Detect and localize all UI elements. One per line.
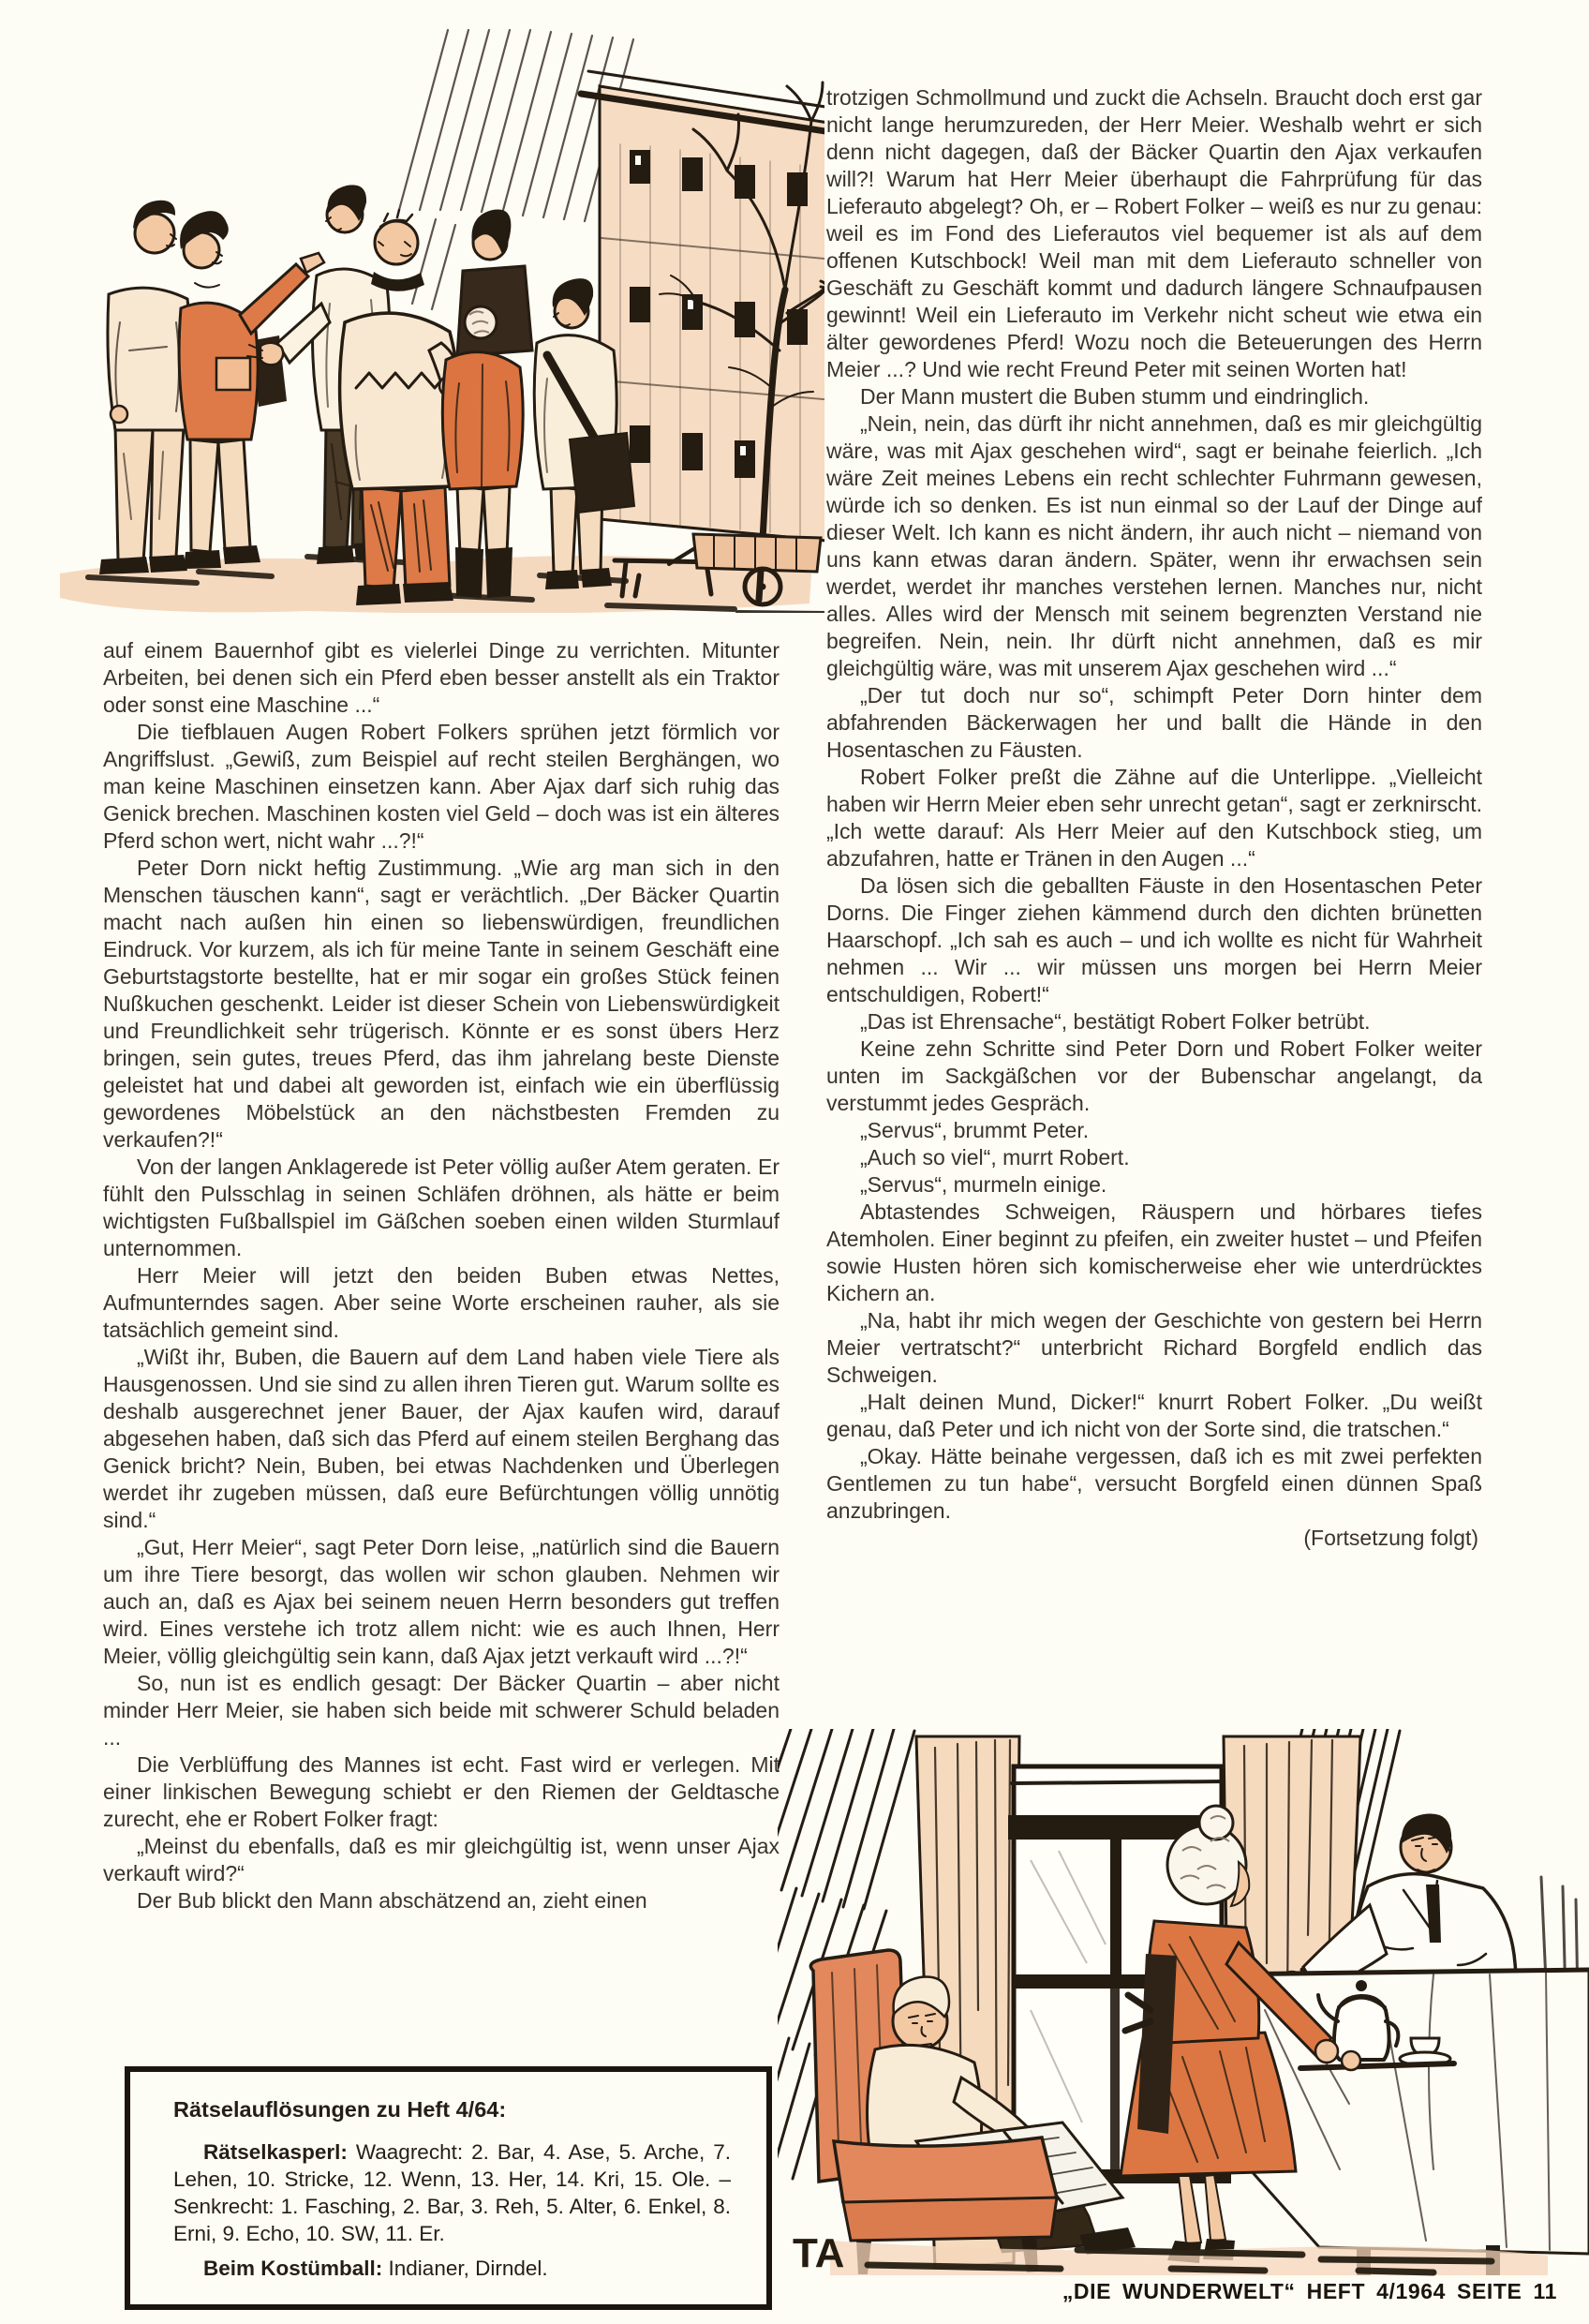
- paragraph: Herr Meier will jetzt den beiden Buben etwas Nettes, Aufmunterndes sagen. Aber seine Worte erscheinen rauher, als sie tatsächlich gemeint sind.: [103, 1263, 780, 1342]
- puzzle-box-title: Rätselauflösungen zu Heft 4/64:: [173, 2097, 507, 2122]
- paragraph: Robert Folker preßt die Zähne auf die Unterlippe. „Vielleicht haben wir Herrn Meier eben sehr unrecht getan“, sagt er zerknirscht. „Ich wette darauf: Als Herr Meier auf den Kutschbock stieg, um abzufahren, hatte er Tränen in den Augen ...“: [826, 765, 1482, 871]
- paragraph: trotzigen Schmollmund und zuckt die Achseln. Braucht doch erst gar nicht lange herumzureden, der Herr Meier. Weshalb wehrt er sich denn nicht dagegen, daß der Bäcker Quartin den Ajax verkaufen will?! Warum hat Herr Meier überhaupt die Fahrprüfung für das Lieferauto abgelegt? Oh, er – Robert Folker – weiß es nur zu genau: weil es im Fond des Lieferautos viel bequemer ist als auf dem offenen Kutschbock! Weil man mit dem Lieferauto schneller von Geschäft zu Geschäft kommt und dadurch längere Schnaufpausen gewinnt! Weil ein Lieferauto im Verkehr nicht scheut wie etwa ein älter gewordenes Pferd! Wozu noch die Beteuerungen des Herrn Meier ...? Und wie recht Freund Peter mit seinen Worten hat!: [826, 85, 1482, 381]
- paragraph: „Halt deinen Mund, Dicker!“ knurrt Robert Folker. „Du weißt genau, daß Peter und ich nicht von der Sorte sind, die tratschen.“: [826, 1390, 1482, 1441]
- paragraph: „Auch so viel“, murrt Robert.: [860, 1145, 1130, 1169]
- puzzle-entry-label: Beim Kostümball:: [203, 2257, 389, 2280]
- puzzle-entry-label: Rätselkasperl:: [203, 2140, 356, 2164]
- text-column-right: [826, 84, 1482, 1732]
- paragraph: „Gut, Herr Meier“, sagt Peter Dorn leise, „natürlich sind die Bauern um ihre Tiere besorgt, das wollen wir schon glauben. Nehmen wir auch an, daß es Ajax bei seinem neuen Herrn besonders gut treffen wird. Eines verstehe ich trotz allem nicht: wie es auch Ihnen, Herr Meier, völlig gleichgültig sein kann, daß Ajax jetzt verkauft wird ...?!“: [103, 1535, 780, 1668]
- boy-pointing: [179, 211, 324, 569]
- paragraph: Da lösen sich die geballten Fäuste in den Hosentaschen Peter Dorns. Die Finger ziehen kämmend durch den dichten brünetten Haarschopf. „Ich sah es auch – und ich wollte es nicht für Wahrheit nehmen ... Wir ... wir müssen uns morgen bei Herrn Meier entschuldigen, Robert!“: [826, 873, 1482, 1006]
- page-footer: „DIE WUNDERWELT“ HEFT 4/1964 SEITE 11: [1062, 2279, 1557, 2303]
- paragraph: Abtastendes Schweigen, Räuspern und hörbares tiefes Atemholen. Einer beginnt zu pfeifen, ein zweiter hustet – und Pfeifen sowie Husten hören sich komischerweise eher wie unterdrücktes Kichern an.: [826, 1199, 1482, 1305]
- paragraph: Keine zehn Schritte sind Peter Dorn und Robert Folker weiter unten im Sackgäßchen vor der Bubenschar angelangt, da verstummt jedes Gespräch.: [826, 1036, 1482, 1115]
- paragraph: (Fortsetzung folgt): [1303, 1526, 1478, 1550]
- puzzle-entry: Rätselkasperl: Waagrecht: 2. Bar, 4. Ase, 5. Arche, 7. Lehen, 10. Stricke, 12. Wenn, 13. Her, 14. Kri, 15. Ole. – Senkrecht: 1. Fasching, 2. Bar, 3. Reh, 5. Alter, 6. Enkel, 8. Erni, 9. Echo, 10. SW, 11. Er.: [173, 2140, 731, 2245]
- paragraph: „Servus“, murmeln einige.: [860, 1172, 1107, 1197]
- street-scene-drawing: [26, 13, 824, 613]
- paragraph: auf einem Bauernhof gibt es vielerlei Dinge zu verrichten. Mitunter Arbeiten, bei denen sich ein Pferd eben besser anstellt als ein Traktor oder sonst eine Maschine ...“: [103, 638, 780, 717]
- puzzle-box-entries: [173, 2138, 731, 2282]
- illustration-living-room-scene: [778, 1729, 1589, 2277]
- paragraph: „Okay. Hätte beinahe vergessen, daß ich es mit zwei perfekten Gentlemen zu tun habe“, versucht Borgfeld einen dünnen Spaß anzubringen.: [826, 1444, 1482, 1523]
- artist-monogram: TA: [793, 2230, 845, 2276]
- paragraph: „Wißt ihr, Buben, die Bauern auf dem Land haben viele Tiere als Hausgenossen. Und sie sind zu allen ihren Tieren gut. Warum sollte es deshalb ausgerechnet jener Bauer, der Ajax kaufen wird, darauf abgesehen haben, daß sich das Pferd auf einem steilen Berghang das Genick bricht? Nein, Buben, bei etwas Nachdenken und Überlegen werdet ihr zugeben müssen, daß eure Befürchtungen völlig unnötig sind.“: [103, 1345, 780, 1532]
- paragraph: „Das ist Ehrensache“, bestätigt Robert Folker betrübt.: [860, 1009, 1371, 1034]
- puzzle-solutions-box: [125, 2066, 772, 2310]
- paragraph: Der Bub blickt den Mann abschätzend an, zieht einen: [137, 1888, 647, 1913]
- paragraph: Die Verblüffung des Mannes ist echt. Fast wird er verlegen. Mit einer linkischen Bewegung schiebt er den Riemen der Geldtasche zurecht, ehe er Robert Folker fragt:: [103, 1752, 780, 1831]
- paragraph: „Na, habt ihr mich wegen der Geschichte von gestern bei Herrn Meier vertratscht?“ unterbricht Richard Borgfeld endlich das Schweigen.: [826, 1308, 1482, 1387]
- paragraph: Peter Dorn nickt heftig Zustimmung. „Wie arg man sich in den Menschen täuschen kann“, sagt er verächtlich. „Der Bäcker Quartin macht nach außen hin einen so liebenswürdigen, freundlichen Eindruck. Vor kurzem, als ich für meine Tante in seinem Geschäft eine Geburtstagstorte bestellte, hat er mir sogar ein großes Stück feinen Nußkuchen geschenkt. Leider ist dieser Schein von Liebenswürdigkeit und Freundlichkeit sehr trügerisch. Könnte er es sonst übers Herz bringen, sein gutes, treues Pferd, das ihm jahrelang beste Dienste geleistet hat und dabei alt geworden ist, einfach wie ein überflüssig gewordenes Möbelstück an den nächstbesten Fremden zu verkaufen?!“: [103, 856, 780, 1152]
- paragraph: „Der tut doch nur so“, schimpft Peter Dorn hinter dem abfahrenden Bäckerwagen her und ballt die Hände in den Hosentaschen zu Fäusten.: [826, 683, 1482, 762]
- puzzle-entry: Beim Kostümball: Indianer, Dirndel.: [203, 2257, 548, 2280]
- paragraph: „Nein, nein, das dürft ihr nicht annehmen, daß es mir gleichgültig wäre, was mit Ajax geschehen wird“, sagt er beinahe feierlich. „Ich wäre Zeit meines Lebens ein recht schlechter Fuhrmann gewesen, würde ich so denken. Es ist nun einmal so der Lauf der Dinge auf dieser Welt. Ich kann es nicht ändern, ihr auch nicht – niemand von uns kann etwas daran ändern. Später, wenn ihr erwachsen sein werdet, werdet ihr manches verstehen lernen. Manches nur, nicht alles. Alles wird der Mensch mit seinem begrenzten Verstand nie begreifen. Nein, nein. Ihr dürft nicht annehmen, daß es mir gleichgültig wäre, was mit unserem Ajax geschehen wird ...“: [826, 411, 1482, 680]
- illustration-street-scene: [26, 13, 824, 613]
- paragraph: Von der langen Anklagerede ist Peter völlig außer Atem geraten. Er fühlt den Pulsschlag in seinen Schläfen dröhnen, als hätte er beim wichtigsten Fußballspiel im Gäßchen soeben einen wilden Sturmlauf unternommen.: [103, 1155, 780, 1260]
- paragraph: „Meinst du ebenfalls, daß es mir gleichgültig ist, wenn unser Ajax verkauft wird?“: [103, 1834, 780, 1885]
- boy-left: [99, 201, 191, 574]
- paragraph: „Servus“, brummt Peter.: [860, 1118, 1090, 1142]
- text-column-left: [103, 637, 780, 2022]
- paragraph: Der Mann mustert die Buben stumm und eindringlich.: [860, 384, 1370, 409]
- paragraph: So, nun ist es endlich gesagt: Der Bäcker Quartin – aber nicht minder Herr Meier, sie haben sich beide mit schwerer Schuld beladen ...: [103, 1671, 780, 1750]
- living-room-drawing: [778, 1729, 1589, 2277]
- paragraph: Die tiefblauen Augen Robert Folkers sprühen jetzt förmlich vor Angriffslust. „Gewiß, zum Beispiel auf recht steilen Berghängen, wo man keine Maschinen einsetzen kann. Aber Ajax darf sich ruhig das Genick brechen. Maschinen kosten viel Geld – doch was ist ein älteres Pferd schon wert, nicht wahr ...?!“: [103, 720, 780, 853]
